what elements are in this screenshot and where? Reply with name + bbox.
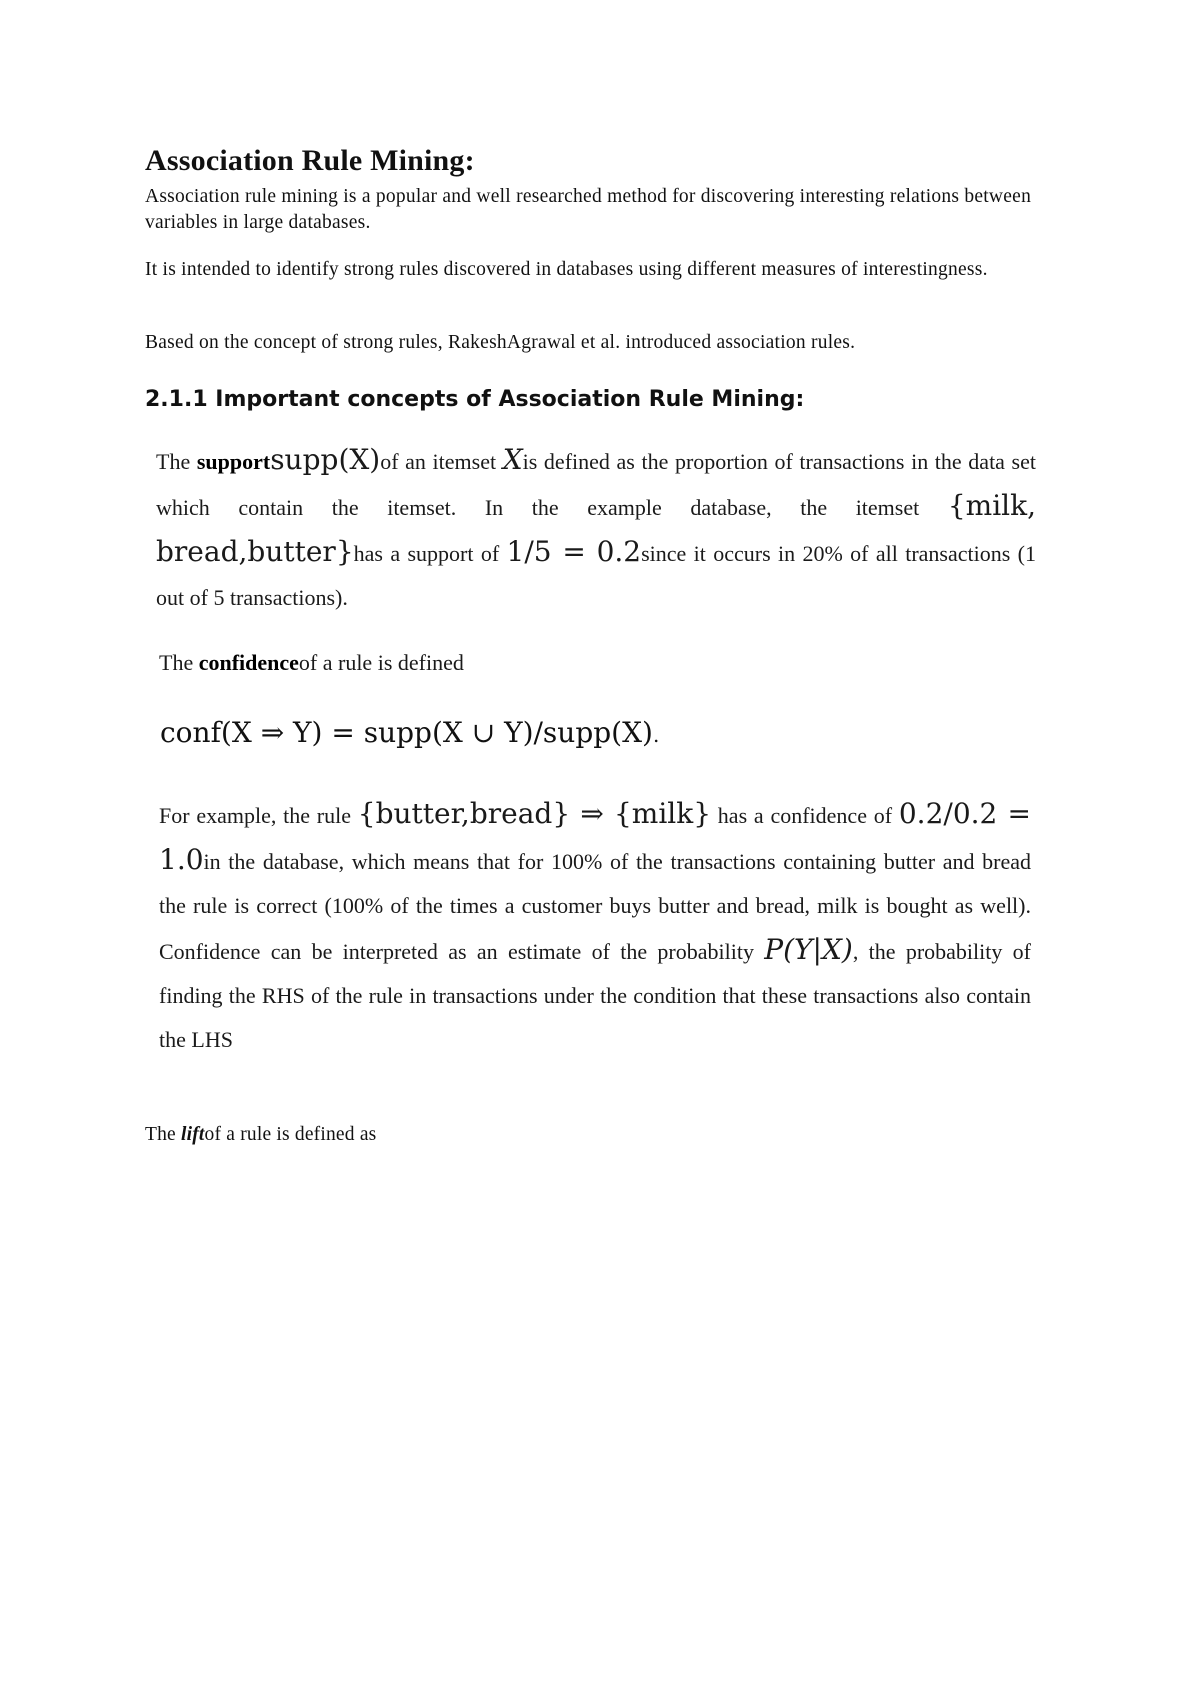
example-text: For example, the rule <box>159 803 358 828</box>
intro-paragraph: It is intended to identify strong rules discovered in databases using different measures of interestingness. <box>145 259 988 280</box>
confidence-example <box>159 792 1031 1062</box>
support-text: is defined as the proportion of transactions in the data set which contain the itemset. In the example database, the itemset <box>156 449 1036 520</box>
math-rule: {butter,bread} ⇒ {milk} <box>357 797 712 830</box>
confidence-formula <box>160 716 659 749</box>
intro-paragraph: Based on the concept of strong rules, RakeshAgrawal et al. introduced association rules. <box>145 332 856 353</box>
example-text: has a confidence of <box>711 803 899 828</box>
formula-text: conf(X ⇒ Y) = supp(X ∪ Y)/supp(X) <box>160 716 653 749</box>
support-text: The <box>156 449 197 474</box>
lift-text: The <box>145 1124 181 1145</box>
example-text: , the probability of finding the RHS of the rule in transactions under the condition that these transactions also contain the LHS <box>159 939 1031 1052</box>
support-text: of an itemset <box>380 449 503 474</box>
math-probability: P(Y|X) <box>764 933 853 966</box>
math-confidence-value: 0.2/0.2 = 1.0 <box>159 797 1031 876</box>
document-title: Association Rule Mining: <box>145 144 475 177</box>
support-text: since it occurs in 20% of all transactions (1 out of 5 transactions). <box>156 541 1036 610</box>
math-supp-x: supp(X) <box>270 443 381 476</box>
support-definition <box>156 438 1036 620</box>
example-text: in the database, which means that for 100% of the transactions containing butter and bread the rule is correct (100% of the times a customer buys butter and bread, milk is bought as well). Confidence can be interpreted as an estimate of the probability <box>159 849 1031 964</box>
support-text: has a support of <box>353 541 507 566</box>
formula-period: . <box>652 723 660 747</box>
lift-term: lift <box>181 1124 205 1145</box>
section-heading: 2.1.1 Important concepts of Association Rule Mining: <box>145 387 805 412</box>
math-x: X <box>502 443 523 476</box>
confidence-definition <box>159 650 464 676</box>
confidence-text: of a rule is defined <box>298 650 464 675</box>
support-term: support <box>196 449 271 474</box>
lift-text: of a rule is defined as <box>204 1124 377 1145</box>
math-itemset: {milk, bread,butter} <box>156 489 1036 568</box>
intro-paragraph: Association rule mining is a popular and well researched method for discovering interesting relations between variables in large databases. <box>145 186 1032 233</box>
lift-definition <box>145 1124 376 1146</box>
confidence-term: confidence <box>198 650 299 675</box>
confidence-text: The <box>159 650 199 675</box>
math-support-ratio: 1/5 = 0.2 <box>506 535 642 568</box>
